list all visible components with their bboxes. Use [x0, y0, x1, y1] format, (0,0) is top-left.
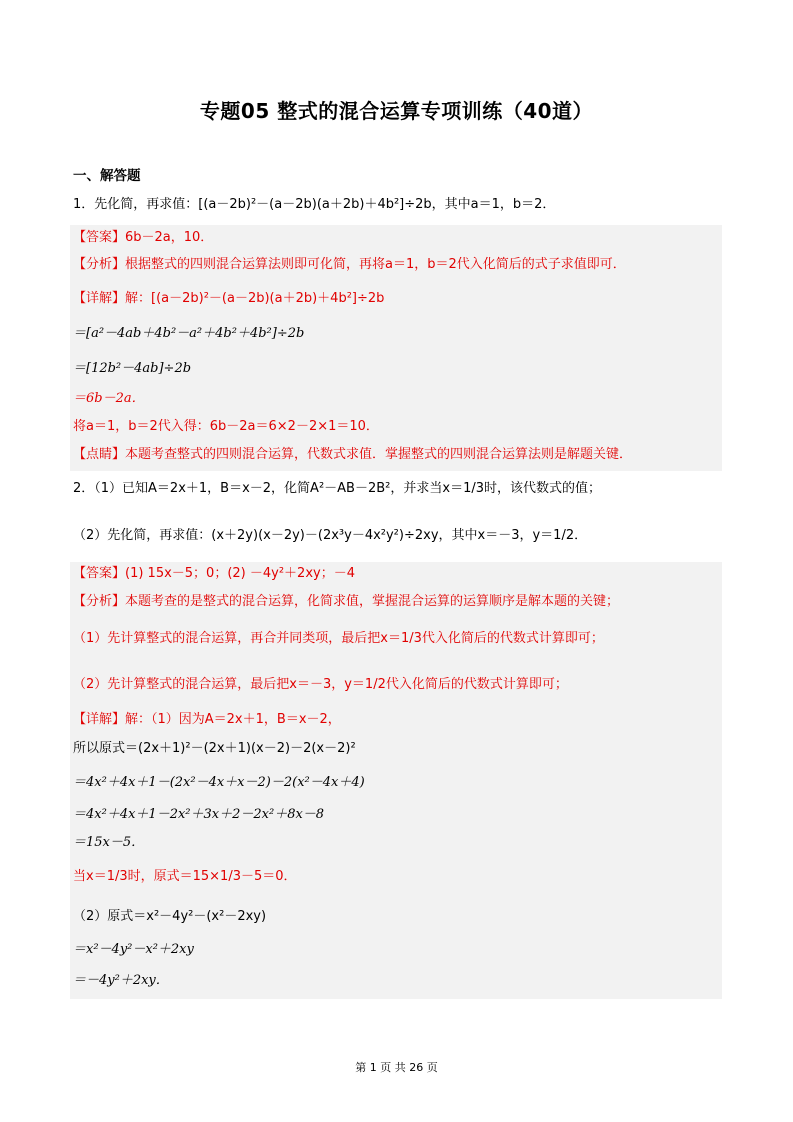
question-1: 1．先化简，再求值：[(a－2b)²－(a－2b)(a＋2b)＋4b²]÷2b，其中a＝1，b＝2．	[73, 197, 556, 212]
q2-answer: 【答案】(1) 15x－5；0；(2) －4y²＋2xy；－4	[73, 566, 355, 581]
q1-analysis: 【分析】根据整式的四则混合运算法则即可化简，再将a＝1，b＝2代入化简后的式子求值即可．	[73, 257, 626, 272]
q1-comment: 【点睛】本题考查整式的四则混合运算，代数式求值．掌握整式的四则混合运算法则是解题关键．	[73, 447, 633, 462]
q1-step: ＝[12b²－4ab]÷2b	[73, 361, 192, 376]
section-heading: 一、解答题	[73, 168, 141, 184]
q1-step: ＝[a²－4ab＋4b²－a²＋4b²＋4b²]÷2b	[73, 326, 305, 341]
q1-detail: 【详解】解：[(a－2b)²－(a－2b)(a＋2b)＋4b²]÷2b	[73, 291, 385, 306]
page-footer: 第 1 页 共 26 页	[355, 1061, 438, 1074]
q2-analysis-1: （1）先计算整式的混合运算，再合并同类项，最后把x＝1/3代入化简后的代数式计算即可；	[73, 631, 604, 646]
q2-part2-step: （2）原式＝x²－4y²－(x²－2xy)	[73, 909, 267, 924]
q2-part2-step: ＝－4y²＋2xy．	[73, 973, 169, 988]
q2-part2-step: ＝x²－4y²－x²＋2xy	[73, 942, 194, 957]
q2-detail: 【详解】解：（1）因为A＝2x＋1，B＝x－2，	[73, 712, 341, 727]
question-2-part-1: 2．（1）已知A＝2x＋1，B＝x－2，化简A²－AB－2B²，并求当x＝1/3时，该代数式的值；	[73, 481, 601, 496]
q2-step: 所以原式＝(2x＋1)²－(2x＋1)(x－2)－2(x－2)²	[73, 741, 356, 756]
q2-when: 当x＝1/3时，原式＝15×1/3－5＝0．	[73, 869, 297, 884]
q1-substitute: 将a＝1，b＝2代入得：6b－2a＝6×2－2×1＝10．	[73, 419, 379, 434]
question-2-part-2: （2）先化简，再求值：(x＋2y)(x－2y)－(2x³y－4x²y²)÷2xy，其中x＝－3，y＝1/2．	[73, 528, 588, 543]
q2-analysis: 【分析】本题考查的是整式的混合运算，化简求值，掌握混合运算的运算顺序是解本题的关键；	[73, 594, 620, 609]
q2-step: ＝4x²＋4x＋1－(2x²－4x＋x－2)－2(x²－4x＋4)	[73, 775, 365, 790]
q1-step: ＝6b－2a．	[73, 391, 145, 406]
q2-step: ＝4x²＋4x＋1－2x²＋3x＋2－2x²＋8x－8	[73, 807, 325, 822]
q2-step: ＝15x－5．	[73, 835, 145, 850]
page-title: 专题05 整式的混合运算专项训练（40道）	[199, 99, 594, 123]
q1-answer: 【答案】6b－2a，10．	[73, 230, 214, 245]
q2-analysis-2: （2）先计算整式的混合运算，最后把x＝－3，y＝1/2代入化简后的代数式计算即可；	[73, 677, 568, 692]
